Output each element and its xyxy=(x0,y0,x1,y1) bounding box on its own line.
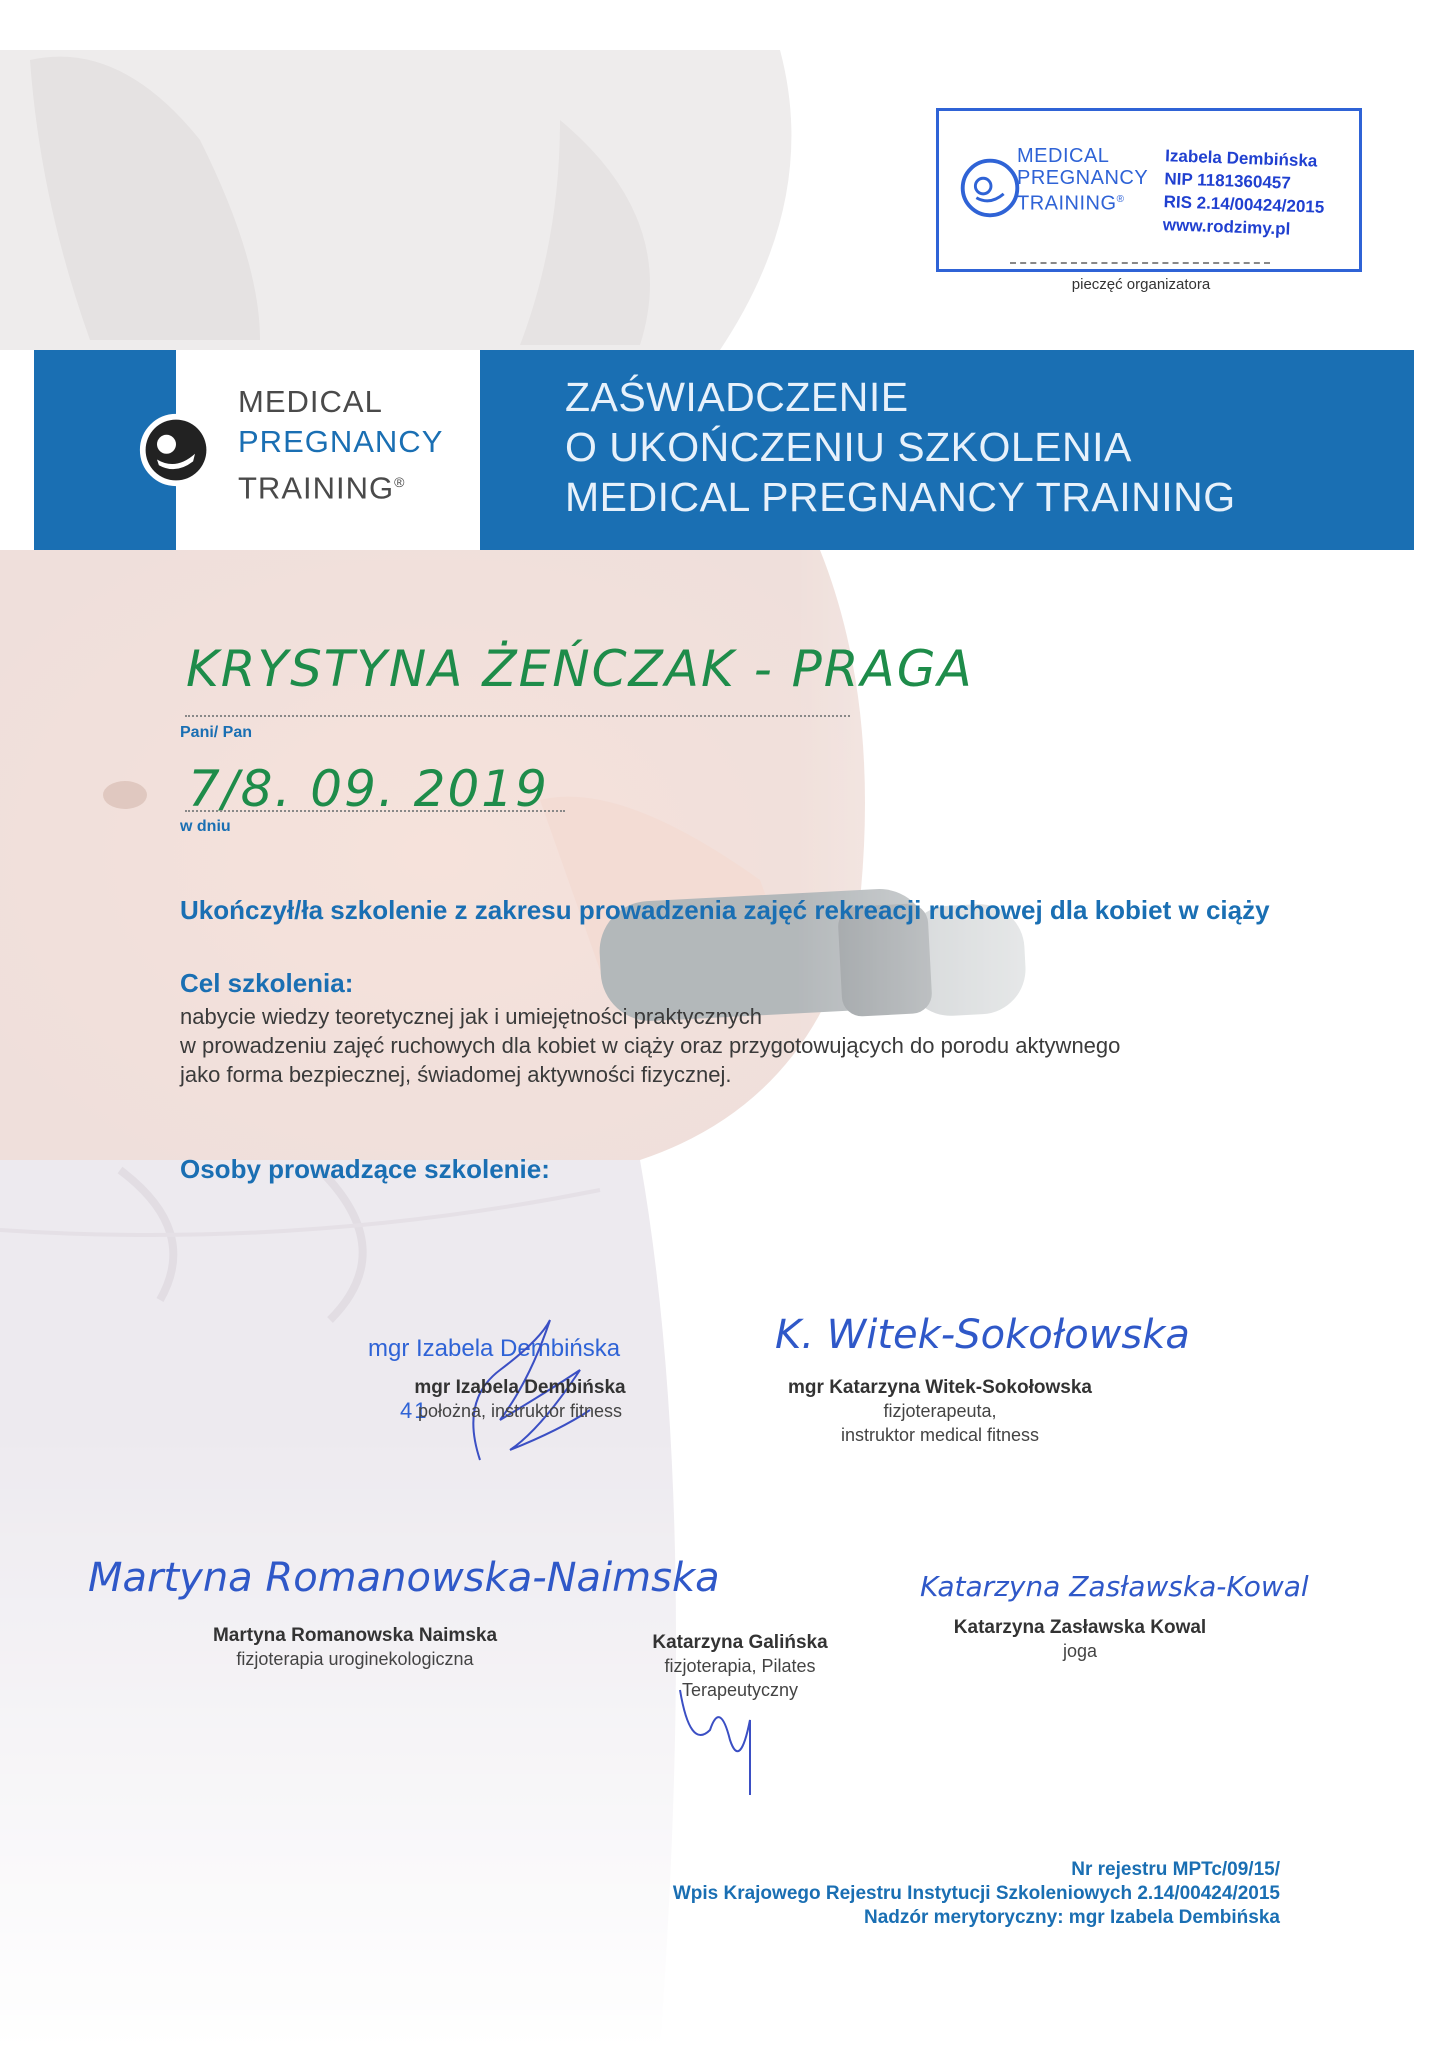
trainer-role: fizjoterapia uroginekologiczna xyxy=(236,1649,474,1669)
goal-line2: w prowadzeniu zajęć ruchowych dla kobiet w ciąży oraz przygotowujących do porodu aktywnego xyxy=(180,1033,1121,1058)
date-label: w dniu xyxy=(180,818,231,835)
trainer-name: Katarzyna Galińska xyxy=(652,1632,828,1653)
goal-title: Cel szkolenia: xyxy=(180,968,354,998)
trainer-card xyxy=(190,1625,520,1671)
goal-text xyxy=(180,1002,1280,1089)
stamp-brand-line1: MEDICAL xyxy=(1017,145,1110,167)
trainer-card xyxy=(360,1377,680,1423)
trainer-role: instruktor medical fitness xyxy=(840,1425,1040,1445)
stamp-label: pieczęć organizatora xyxy=(1071,276,1211,293)
logo-line1: MEDICAL xyxy=(238,384,383,419)
trainers-title: Osoby prowadzące szkolenie: xyxy=(180,1154,550,1184)
trainer-name: mgr Izabela Dembińska xyxy=(414,1377,626,1398)
supervision: Nadzór merytoryczny: mgr Izabela Dembińska xyxy=(863,1907,1280,1928)
stamp-name: Izabela Dembińska xyxy=(1164,146,1318,171)
certificate-title xyxy=(565,372,1236,522)
trainer5-signature: Katarzyna Zasławska-Kowal xyxy=(920,1570,1309,1603)
trainer-role: joga xyxy=(1062,1641,1098,1661)
trainer3-signature: Martyna Romanowska-Naimska xyxy=(88,1555,720,1601)
stamp-brand-line2: PREGNANCY xyxy=(1017,167,1149,189)
registry-footer xyxy=(640,1858,1280,1930)
trainer-card xyxy=(920,1617,1240,1663)
course-date: 7/8. 09. 2019 xyxy=(188,760,549,818)
trainer1-stamp-number: 41 xyxy=(400,1398,429,1423)
registry-number: Nr rejestru MPTc/09/15/ xyxy=(1071,1859,1280,1880)
title-line1: ZAŚWIADCZENIE xyxy=(565,374,909,420)
trainer-role: fizjoterapia, Pilates xyxy=(664,1656,816,1676)
name-dotted-line xyxy=(185,715,850,717)
trainer-name: Martyna Romanowska Naimska xyxy=(212,1625,498,1646)
title-line3: MEDICAL PREGNANCY TRAINING xyxy=(565,474,1236,520)
trainer-role: fizjoterapeuta, xyxy=(883,1401,997,1421)
stamp-url: www.rodzimy.pl xyxy=(1162,215,1291,239)
trainer-role: położna, instruktor fitness xyxy=(417,1401,623,1421)
stamp-brand-line3: TRAINING xyxy=(1017,192,1117,215)
trainer1-stamp: mgr Izabela Dembińska xyxy=(368,1335,621,1362)
organizer-stamp xyxy=(936,108,1362,272)
registry-entry: Wpis Krajowego Rejestru Instytucji Szkoleniowych 2.14/00424/2015 xyxy=(672,1883,1280,1904)
trainer2-signature: K. Witek-Sokołowska xyxy=(775,1312,1190,1358)
logo-icon xyxy=(138,412,214,488)
trainer-name: Katarzyna Zasławska Kowal xyxy=(953,1617,1207,1638)
logo-line3: TRAINING xyxy=(238,470,395,506)
participant-name: KRYSTYNA ŻEŃCZAK - PRAGA xyxy=(186,640,974,698)
stamp-info xyxy=(1162,144,1326,242)
stamp-brand xyxy=(1017,145,1148,215)
name-label: Pani/ Pan xyxy=(180,724,253,741)
title-line2: O UKOŃCZENIU SZKOLENIA xyxy=(565,424,1132,470)
logo-line2: PREGNANCY xyxy=(238,424,444,459)
stamp-nip: NIP 1181360457 xyxy=(1164,169,1292,193)
logo-mark: ® xyxy=(394,474,406,490)
goal-line1: nabycie wiedzy teoretycznej jak i umiejętności praktycznych xyxy=(180,1004,763,1029)
date-dotted-line xyxy=(185,810,565,812)
stamp-ris: RIS 2.14/00424/2015 xyxy=(1163,192,1325,217)
trainer-card xyxy=(620,1632,860,1702)
trainer-name: mgr Katarzyna Witek-Sokołowska xyxy=(788,1377,1092,1398)
completion-statement: Ukończył/ła szkolenie z zakresu prowadzenia zajęć rekreacji ruchowej dla kobiet w ciąży xyxy=(180,895,1270,925)
trainer-role: Terapeutyczny xyxy=(681,1680,799,1700)
goal-line3: jako forma bezpiecznej, świadomej aktywności fizycznej. xyxy=(180,1062,732,1087)
stamp-brand-mark: ® xyxy=(1116,194,1125,205)
trainer-card xyxy=(760,1377,1120,1447)
logo-text xyxy=(238,382,443,508)
header-logo xyxy=(176,350,480,550)
